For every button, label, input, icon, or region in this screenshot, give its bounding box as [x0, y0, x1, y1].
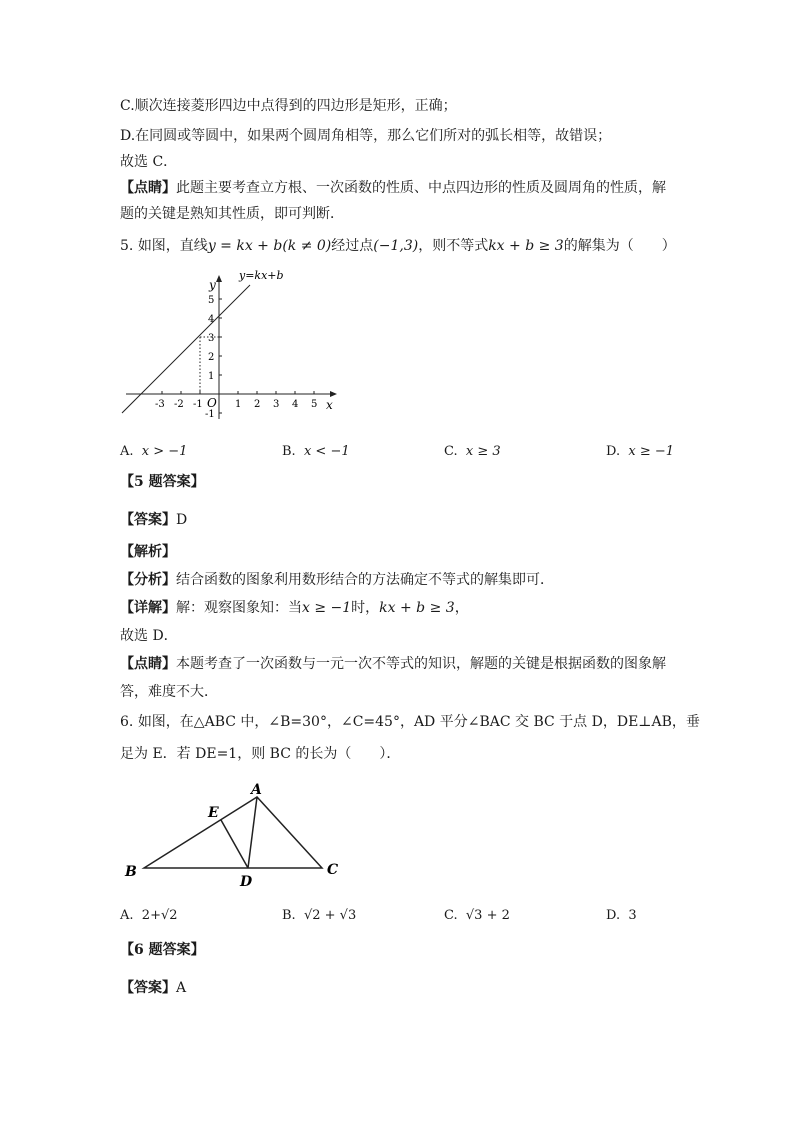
q5-option-c: [444, 442, 501, 462]
option-text: 2+√2: [141, 908, 178, 923]
detail-text: 解：观察图象知：当: [176, 600, 302, 616]
x-tick-label: -1: [193, 399, 203, 410]
q5-option-a: [120, 442, 187, 462]
detail-condition: x ≥ −1: [302, 600, 352, 616]
option-letter: B.: [282, 908, 296, 923]
vertex-label-a: A: [251, 782, 262, 798]
vertex-label-e: E: [208, 805, 219, 821]
q5-stem-text: 如图，直线: [137, 238, 208, 254]
fenxi-text: 结合函数的图象利用数形结合的方法确定不等式的解集即可．: [176, 572, 554, 588]
y-axis-label: y: [209, 278, 216, 292]
option-text: x ≥ −1: [628, 444, 675, 459]
segment-ad: [248, 797, 257, 868]
q5-answer-heading: 【5 题答案】: [120, 474, 205, 490]
segment-de: [221, 820, 248, 868]
option-letter: D.: [606, 444, 621, 459]
x-axis-label: x: [326, 398, 333, 412]
q6-figure: [120, 776, 350, 888]
prev-choose-line: 故选 C．: [120, 154, 178, 170]
q6-option-a: [120, 906, 178, 926]
comment-tag: 【点睛】: [120, 656, 176, 672]
vertex-label-c: C: [327, 862, 339, 878]
q6-answer: [120, 978, 186, 998]
q5-stem-text-3: ，则不等式: [418, 238, 489, 254]
y-axis-arrow: [216, 275, 222, 282]
q5-choose: 故选 D．: [120, 628, 178, 644]
x-tick-label: 4: [292, 399, 299, 410]
option-letter: D.: [606, 908, 621, 923]
q5-inequality: kx + b ≥ 3: [488, 238, 564, 254]
q6-option-b: [282, 906, 356, 926]
comment-text: 此题主要考查立方根、一次函数的性质、中点四边形的性质及圆周角的性质，解: [176, 180, 666, 196]
q5-comment-line-1: [120, 654, 666, 674]
q6-stem-text: 如图，在△ABC 中，∠B=30°，∠C=45°，AD 平分∠BAC 交 BC 于点 D，DE⊥AB，垂: [137, 714, 700, 730]
q5-option-d: [606, 442, 674, 462]
y-tick-label: 2: [208, 352, 215, 363]
option-letter: C.: [444, 908, 458, 923]
prev-option-d-line: D.在同圆或等圆中，如果两个圆周角相等，那么它们所对的弧长相等，故错误；: [120, 128, 612, 144]
y-tick-label: -1: [205, 409, 215, 420]
x-axis-arrow: [330, 391, 337, 397]
origin-label: O: [207, 396, 217, 410]
q5-comment-line-2: 答，难度不大．: [120, 684, 218, 700]
q5-point: (−1,3): [373, 238, 419, 254]
comment-text: 本题考查了一次函数与一元一次不等式的知识，解题的关键是根据函数的图象解: [176, 656, 666, 672]
q5-stem-text-4: 的解集为（ ）: [563, 238, 676, 254]
option-text: √3 + 2: [465, 908, 510, 923]
vertex-label-b: B: [125, 864, 137, 880]
detail-text-2: 时，: [351, 600, 380, 616]
prev-option-c-line: C.顺次连接菱形四边中点得到的四边形是矩形，正确；: [120, 98, 457, 114]
q5-stem: [120, 236, 676, 256]
x-tick-label: 1: [235, 399, 242, 410]
vertex-label-d: D: [240, 874, 253, 888]
option-text: √2 + √3: [303, 908, 357, 923]
triangle-abc: [144, 797, 322, 868]
answer-value: A: [176, 980, 187, 996]
x-tick-label: -2: [174, 399, 184, 410]
y-tick-label: 4: [208, 314, 215, 325]
option-text: x < −1: [303, 444, 350, 459]
q6-option-d: [606, 906, 637, 926]
q6-stem-line-1: [120, 712, 700, 732]
line-label: y=kx+b: [239, 269, 284, 282]
q6-number: 6.: [120, 714, 134, 730]
option-letter: A.: [120, 908, 134, 923]
q5-stem-text-2: 经过点: [331, 238, 374, 254]
y-tick-label: 3: [208, 333, 215, 344]
detail-inequality: kx + b ≥ 3: [379, 600, 455, 616]
detail-text-3: ，: [454, 600, 469, 616]
q5-answer: [120, 510, 187, 530]
q5-formula: y = kx + b(k ≠ 0): [207, 238, 332, 254]
comment-tag: 【点睛】: [120, 180, 176, 196]
q5-graph: [116, 264, 340, 424]
q5-number: 5.: [120, 238, 134, 254]
y-tick-label: 5: [208, 295, 215, 306]
fenxi-tag: 【分析】: [120, 572, 176, 588]
prev-comment-line-1: [120, 178, 666, 198]
option-text: x ≥ 3: [465, 444, 501, 459]
q5-analysis-heading: 【解析】: [120, 544, 176, 560]
answer-tag: 【答案】: [120, 980, 176, 996]
prev-comment-line-2: 题的关键是熟知其性质，即可判断．: [120, 206, 344, 222]
option-letter: B.: [282, 444, 296, 459]
option-text: x > −1: [141, 444, 188, 459]
option-text: 3: [628, 908, 637, 923]
q6-answer-heading: 【6 题答案】: [120, 942, 205, 958]
q5-detail: [120, 598, 469, 618]
y-tick-label: 1: [208, 371, 215, 382]
q6-option-c: [444, 906, 510, 926]
q6-stem-line-2: 足为 E．若 DE=1，则 BC 的长为（ ）．: [120, 746, 401, 762]
x-tick-label: 2: [254, 399, 261, 410]
answer-tag: 【答案】: [120, 512, 176, 528]
answer-value: D: [176, 512, 188, 528]
option-letter: A.: [120, 444, 134, 459]
x-tick-label: 5: [311, 399, 318, 410]
q5-fenxi: [120, 570, 554, 590]
option-letter: C.: [444, 444, 458, 459]
x-tick-label: -3: [155, 399, 165, 410]
q5-option-b: [282, 442, 350, 462]
x-tick-label: 3: [273, 399, 280, 410]
detail-tag: 【详解】: [120, 600, 176, 616]
